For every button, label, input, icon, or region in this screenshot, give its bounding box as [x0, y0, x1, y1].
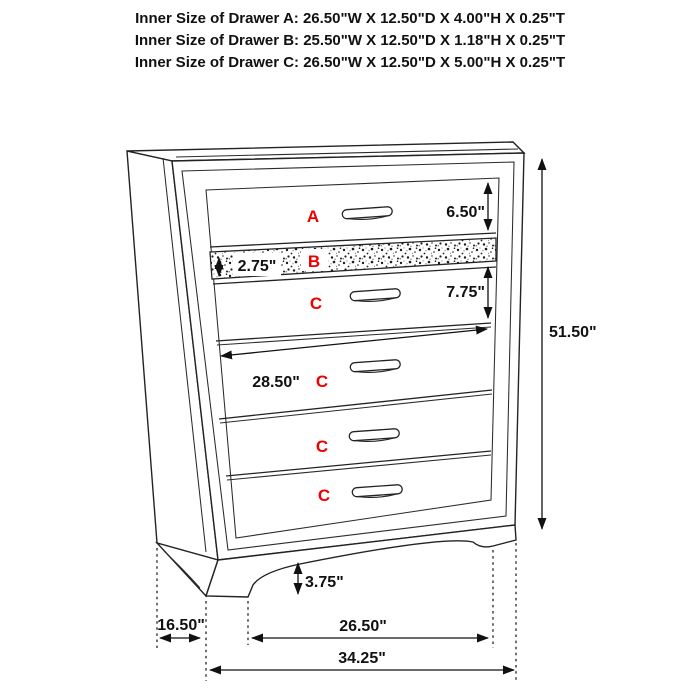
dim-overall-width: [210, 650, 514, 670]
dim-width-between-legs: [252, 618, 488, 638]
dim-leg-height-label: 3.75": [305, 574, 344, 591]
dim-leg-height: [298, 563, 344, 594]
spec-line-drawer-a: Inner Size of Drawer A: 26.50"W X 12.50"D X 4.00"H X 0.25"T: [135, 10, 565, 27]
dim-overall-width-label: 34.25": [338, 650, 386, 667]
dim-depth: [157, 617, 205, 638]
dim-overall-height-label: 51.50": [549, 324, 597, 341]
dim-depth-label: 16.50": [157, 617, 205, 634]
drawer-a-label: A: [306, 207, 320, 226]
dim-drawer-c-height-label: 7.75": [446, 284, 485, 301]
drawer-c3-label: C: [315, 437, 329, 456]
dim-drawer-b-height-label: 2.75": [237, 258, 277, 275]
dim-inner-width-label: 28.50": [252, 374, 300, 391]
dim-overall-height: [542, 159, 597, 529]
drawer-b-label: B: [307, 252, 321, 271]
spec-line-drawer-c: Inner Size of Drawer C: 26.50"W X 12.50"D X 5.00"H X 0.25"T: [134, 54, 566, 71]
dim-drawer-a-height-label: 6.50": [446, 204, 485, 221]
drawer-c1-label: C: [309, 294, 323, 313]
spec-line-drawer-b: Inner Size of Drawer B: 25.50"W X 12.50"D X 1.18"H X 0.25"T: [134, 32, 566, 49]
dim-width-between-legs-label: 26.50": [339, 618, 387, 635]
drawer-c4-label: C: [317, 486, 331, 505]
drawer-c2-label: C: [315, 372, 329, 391]
